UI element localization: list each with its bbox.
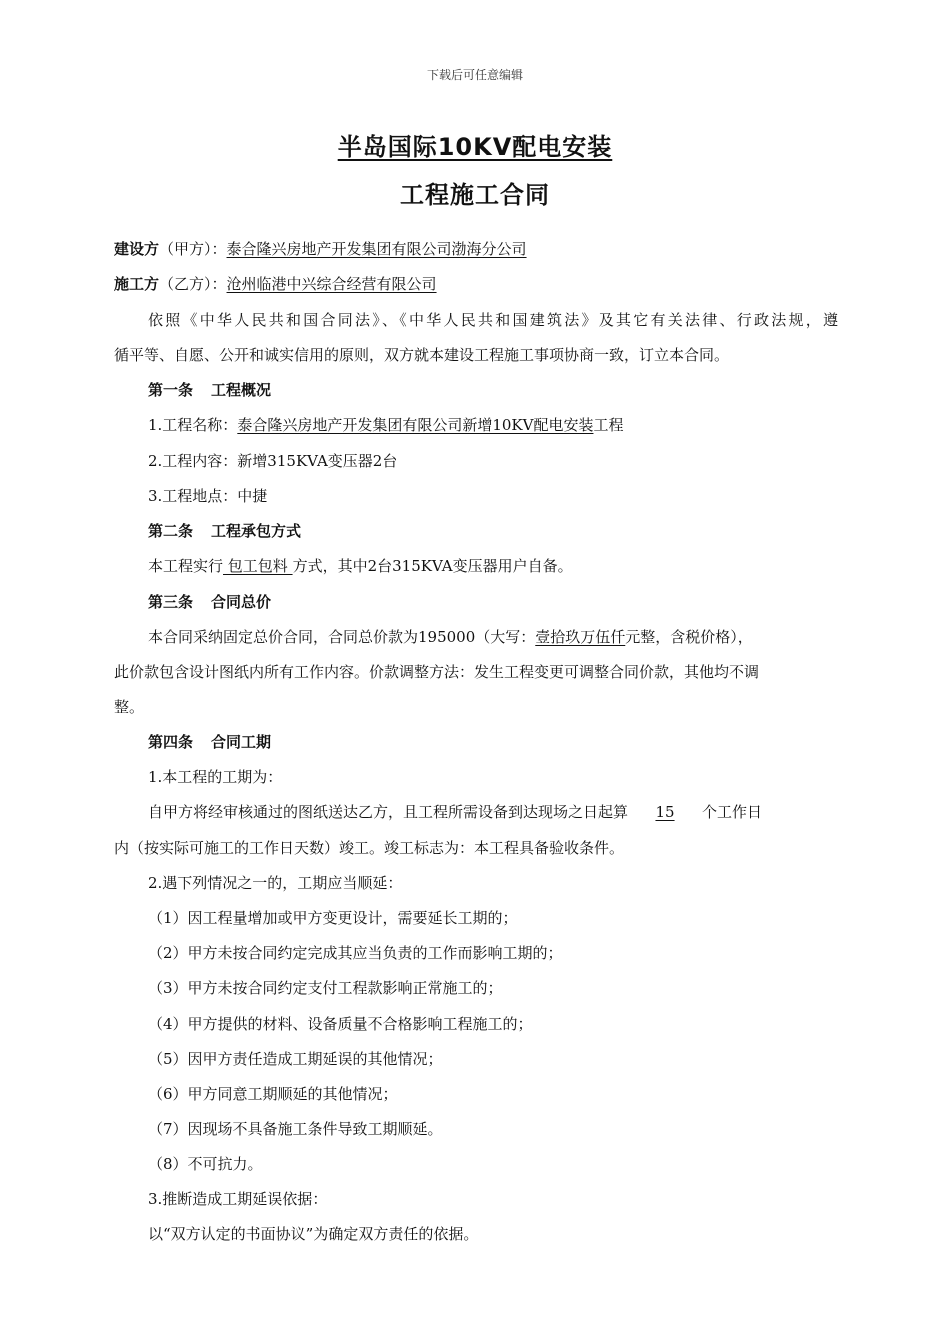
article4-p2: 自甲方将经审核通过的图纸送达乙方，且工程所需设备到达现场之日起算 15 个工作日 xyxy=(148,803,763,821)
intro-line2: 循平等、自愿、公开和诚实信用的原则，双方就本建设工程施工事项协商一致，订立本合同。 xyxy=(114,346,730,364)
article1-project-name: 1.工程名称：泰合隆兴房地产开发集团有限公司新增10KV配电安装工程 xyxy=(148,416,624,434)
document-title-line1: 半岛国际10KV配电安装 xyxy=(337,133,613,161)
party-a-role: （甲方）： xyxy=(159,240,227,258)
article3-heading: 第三条 合同总价 xyxy=(148,593,272,611)
article1-heading: 第一条 工程概况 xyxy=(148,381,272,399)
party-b-label: 施工方 xyxy=(114,275,160,293)
article2-text: 本工程实行 包工包料 方式，其中2台315KVA变压器用户自备。 xyxy=(148,557,573,575)
article4-p6: 以“双方认定的书面协议”为确定双方责任的依据。 xyxy=(148,1225,479,1243)
delay-item-5: （5）因甲方责任造成工期延误的其他情况； xyxy=(148,1050,443,1068)
delay-item-6: （6）甲方同意工期顺延的其他情况； xyxy=(148,1085,398,1103)
party-a-label: 建设方 xyxy=(114,240,160,258)
article1-project-location: 3.工程地点：中捷 xyxy=(148,487,268,505)
article2-heading: 第二条 工程承包方式 xyxy=(148,522,302,540)
delay-item-4: （4）甲方提供的材料、设备质量不合格影响工程施工的； xyxy=(148,1015,533,1033)
party-b-role: （乙方）： xyxy=(159,275,227,293)
article3-line2: 此价款包含设计图纸内所有工作内容。价款调整方法：发生工程变更可调整合同价款，其他均不调 xyxy=(114,663,760,681)
article4-p3: 内（按实际可施工的工作日天数）竣工。竣工标志为：本工程具备验收条件。 xyxy=(114,839,625,857)
article4-p5: 3.推断造成工期延误依据： xyxy=(148,1190,328,1208)
delay-item-2: （2）甲方未按合同约定完成其应当负责的工作而影响工期的； xyxy=(148,944,563,962)
header-note: 下载后可任意编辑 xyxy=(426,68,523,82)
document-title-line2: 工程施工合同 xyxy=(400,181,550,209)
article3-line1: 本合同采纳固定总价合同，合同总价款为195000（大写：壹拾玖万伍仟元整，含税价格）， xyxy=(148,628,753,646)
intro-line1: 依照《中华人民共和国合同法》、《中华人民共和国建筑法》及其它有关法律、行政法规，遵 xyxy=(148,311,838,329)
delay-item-1: （1）因工程量增加或甲方变更设计，需要延长工期的； xyxy=(148,909,518,927)
delay-item-7: （7）因现场不具备施工条件导致工期顺延。 xyxy=(148,1120,443,1138)
article4-heading: 第四条 合同工期 xyxy=(148,733,272,751)
party-b-value: 沧州临港中兴综合经营有限公司 xyxy=(226,275,437,293)
article3-line3: 整。 xyxy=(114,698,145,716)
article4-p4: 2.遇下列情况之一的，工期应当顺延： xyxy=(148,874,403,892)
delay-item-8: （8）不可抗力。 xyxy=(148,1155,263,1173)
party-b-line xyxy=(114,273,838,295)
party-a-line xyxy=(114,238,838,260)
article4-p1: 1.本工程的工期为： xyxy=(148,768,283,786)
article1-project-content: 2.工程内容：新增315KVA变压器2台 xyxy=(148,452,398,470)
delay-item-3: （3）甲方未按合同约定支付工程款影响正常施工的； xyxy=(148,979,503,997)
party-a-value: 泰合隆兴房地产开发集团有限公司渤海分公司 xyxy=(226,240,527,258)
